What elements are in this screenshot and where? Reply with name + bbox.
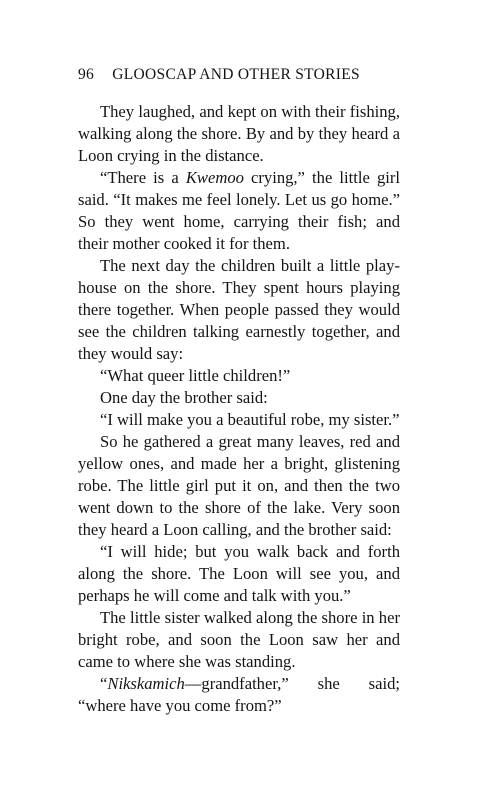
text-run: crying,” the little girl said. “It makes me feel lonely. Let us go home.” So they went home, carrying their fish; and their mother cooked it for them. [78, 168, 400, 253]
running-title: GLOOSCAP AND OTHER STORIES [112, 66, 360, 83]
paragraph: “I will make you a beautiful robe, my sister.” [100, 410, 400, 429]
text-run: “ [100, 674, 108, 693]
paragraph: They laughed, and kept on with their fishing, walking along the shore. By and by they heard a Loon crying in the distance. [78, 102, 400, 165]
paragraph [78, 167, 400, 255]
text-run: —grandfather,” she said; “where have you come from?” [78, 674, 400, 715]
paragraph [78, 673, 400, 717]
italic-word: Kwemoo [185, 168, 244, 187]
paragraph: “What queer little children!” [100, 366, 291, 385]
running-header [78, 66, 398, 84]
italic-word: Nikskamich [107, 674, 185, 693]
paragraph: “I will hide; but you walk back and forth along the shore. The Loon will see you, and perhaps he will come and talk with you.” [78, 542, 400, 605]
page-number: 96 [78, 66, 95, 83]
text-run: “There is a [100, 168, 186, 187]
paragraph: So he gathered a great many leaves, red and yellow ones, and made her a bright, glistening robe. The little girl put it on, and then the two went down to the shore of the lake. Very soon they heard a Loon calling, and the brother said: [78, 432, 400, 539]
page-body [78, 101, 400, 717]
paragraph: The little sister walked along the shore in her bright robe, and soon the Loon saw her and came to where she was standing. [78, 608, 400, 671]
paragraph: The next day the children built a little playhouse on the shore. They spent hours playing there together. When people passed they would see the children talking earnestly together, and they would say: [78, 256, 400, 363]
paragraph: One day the brother said: [100, 388, 268, 407]
